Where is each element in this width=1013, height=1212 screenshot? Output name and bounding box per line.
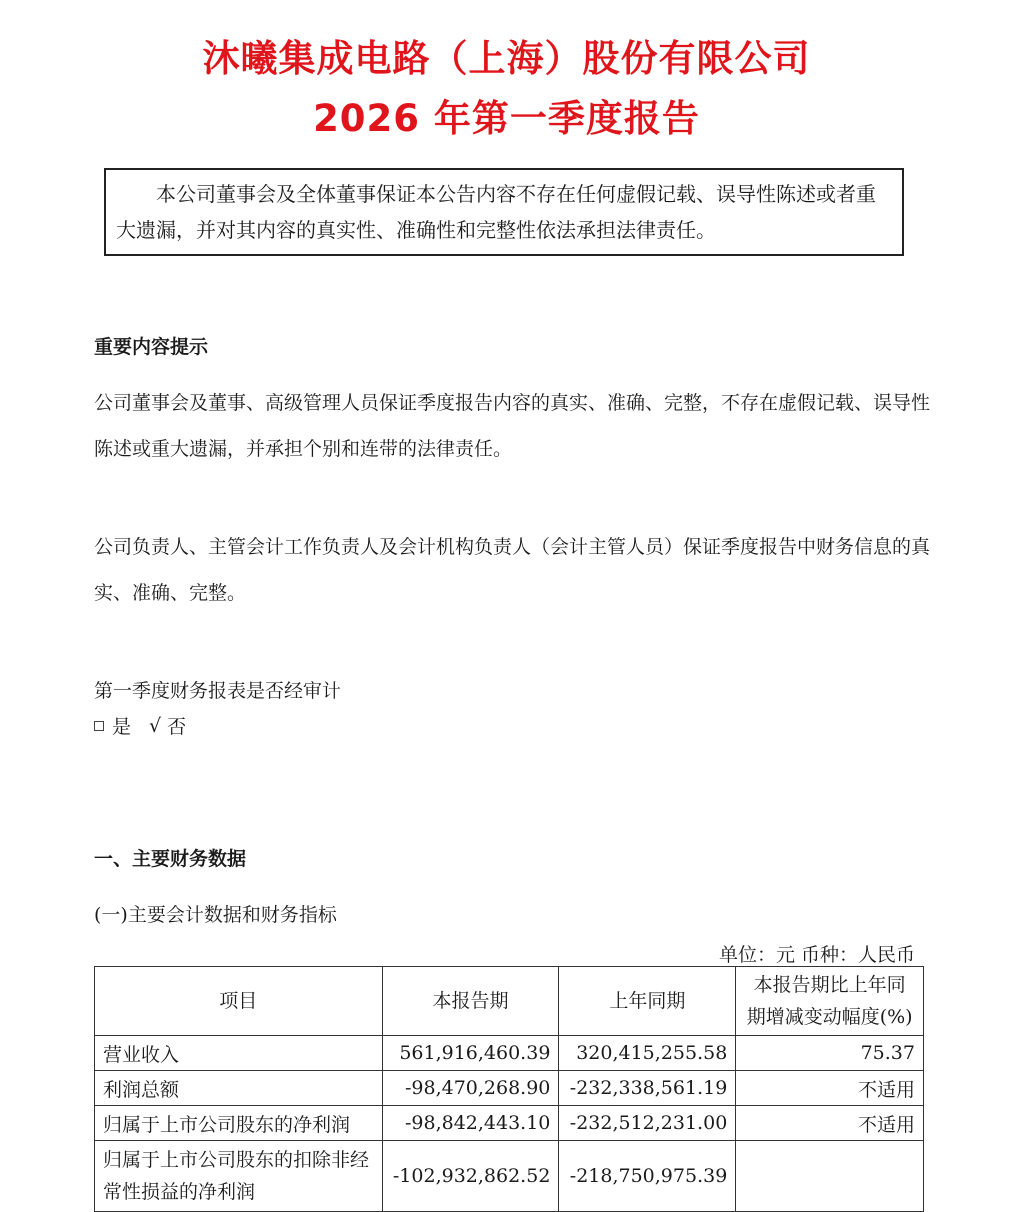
financial-info-guarantee-paragraph: 公司负责人、主管会计工作负责人及会计机构负责人（会计主管人员）保证季度报告中财务信息的真实、准确、完整。 <box>94 536 931 604</box>
row-current-value: -102,932,862.52 <box>382 1141 559 1212</box>
empty-checkbox-icon <box>94 721 104 731</box>
header-item: 项目 <box>95 967 383 1036</box>
header-current-period: 本报告期 <box>382 967 559 1036</box>
audit-yes-label: 是 <box>112 716 132 738</box>
table-row <box>95 1036 924 1071</box>
row-change-value: 不适用 <box>736 1106 924 1141</box>
row-prior-value: 320,415,255.58 <box>559 1036 736 1071</box>
table-row <box>95 1141 924 1212</box>
row-change-value <box>736 1141 924 1212</box>
check-mark-icon: √ <box>149 714 162 737</box>
audit-no-label: 否 <box>167 716 187 738</box>
row-change-value: 不适用 <box>736 1071 924 1106</box>
table-row <box>95 1071 924 1106</box>
row-prior-value: -232,338,561.19 <box>559 1071 736 1106</box>
report-title: 2026 年第一季度报告 <box>313 97 700 140</box>
row-prior-value: -232,512,231.00 <box>559 1106 736 1141</box>
company-name: 沐曦集成电路（上海）股份有限公司 <box>202 37 811 80</box>
row-current-value: -98,842,443.10 <box>382 1106 559 1141</box>
disclaimer-box <box>104 168 904 256</box>
row-item-label: 营业收入 <box>95 1036 383 1071</box>
row-current-value: -98,470,268.90 <box>382 1071 559 1106</box>
unit-currency-line: 单位：元 币种：人民币 <box>718 944 915 966</box>
header-change-pct: 本报告期比上年同期增减变动幅度(%) <box>736 967 924 1036</box>
section-main-financial-data-heading: 一、主要财务数据 <box>94 848 247 870</box>
subsection-accounting-data-heading: (一)主要会计数据和财务指标 <box>94 904 337 926</box>
table-header-row <box>95 967 924 1036</box>
disclaimer-text: 本公司董事会及全体董事保证本公告内容不存在任何虚假记载、误导性陈述或者重大遗漏，并对其内容的真实性、准确性和完整性依法承担法律责任。 <box>116 182 876 242</box>
row-item-label: 归属于上市公司股东的扣除非经常性损益的净利润 <box>95 1141 383 1212</box>
row-prior-value: -218,750,975.39 <box>559 1141 736 1212</box>
financial-data-table <box>94 966 924 1212</box>
audit-question: 第一季度财务报表是否经审计 <box>94 680 342 702</box>
board-guarantee-paragraph: 公司董事会及董事、高级管理人员保证季度报告内容的真实、准确、完整，不存在虚假记载、误导性陈述或重大遗漏，并承担个别和连带的法律责任。 <box>94 392 931 460</box>
important-notice-heading: 重要内容提示 <box>94 336 209 358</box>
row-current-value: 561,916,460.39 <box>382 1036 559 1071</box>
table-row <box>95 1106 924 1141</box>
row-item-label: 归属于上市公司股东的净利润 <box>95 1106 383 1141</box>
audit-options <box>94 712 186 739</box>
row-change-value: 75.37 <box>736 1036 924 1071</box>
row-item-label: 利润总额 <box>95 1071 383 1106</box>
header-prior-period: 上年同期 <box>559 967 736 1036</box>
